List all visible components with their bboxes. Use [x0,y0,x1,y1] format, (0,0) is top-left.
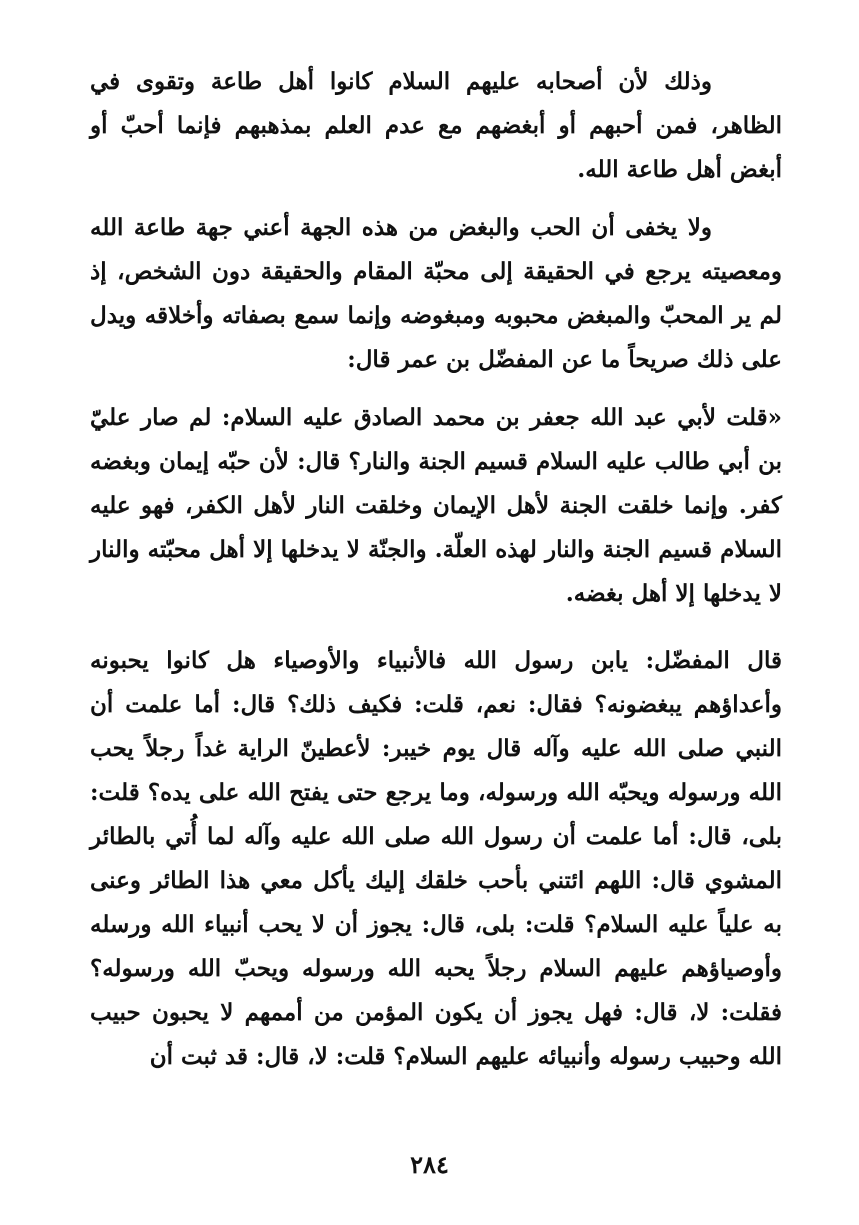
paragraph-2: ولا يخفى أن الحب والبغض من هذه الجهة أعني جهة طاعة الله ومعصيته يرجع في الحقيقة إلى محبّة المقام والحقيقة دون الشخص، إذ لم ير المحبّ والمبغض محبوبه ومبغوضه وإنما سمع بصفاته وأخلاقه ويدل على ذلك صريحاً ما عن المفضّل بن عمر قال: [90,214,782,373]
page-number: ٢٨٤ [410,1150,449,1179]
paragraph-1: وذلك لأن أصحابه عليهم السلام كانوا أهل طاعة وتقوى في الظاهر، فمن أحبهم أو أبغضهم مع عدم العلم بمذهبهم فإنما أحبّ أو أبغض أهل طاعة الله. [90,68,782,183]
quote-paragraph-2: قال المفضّل: يابن رسول الله فالأنبياء والأوصياء هل كانوا يحبونه وأعداؤهم يبغضونه؟ فقال: نعم، قلت: فكيف ذلك؟ قال: أما علمت أن النبي صلى الله عليه وآله قال يوم خيبر: لأعطينّ الراية غداً رجلاً يحب الله ورسوله ويحبّه الله ورسوله، وما يرجع حتى يفتح الله على يده؟ قلت: بلى، قال: أما علمت أن رسول الله صلى الله عليه وآله لما أُتي بالطائر المشوي قال: اللهم ائتني بأحب خلقك إليك يأكل معي هذا الطائر وعنى به علياً عليه السلام؟ قلت: بلى، قال: يجوز أن لا يحب أنبياء الله ورسله وأوصياؤهم عليهم السلام رجلاً يحبه الله ورسوله ويحبّ الله ورسوله؟ فقلت: لا، قال: فهل يجوز أن يكون المؤمن من أممهم لا يحبون حبيب الله وحبيب رسوله وأنبيائه عليهم السلام؟ قلت: لا، قال: قد ثبت أن [90,647,782,1070]
quote-paragraph-1: «قلت لأبي عبد الله جعفر بن محمد الصادق عليه السلام: لم صار عليّ بن أبي طالب عليه السلام قسيم الجنة والنار؟ قال: لأن حبّه إيمان وبغضه كفر. وإنما خلقت الجنة لأهل الإيمان وخلقت النار لأهل الكفر، فهو عليه السلام قسيم الجنة والنار لهذه العلّة. والجنّة لا يدخلها إلا أهل محبّته والنار لا يدخلها إلا أهل بغضه. [90,404,782,607]
page-body [90,60,782,1102]
